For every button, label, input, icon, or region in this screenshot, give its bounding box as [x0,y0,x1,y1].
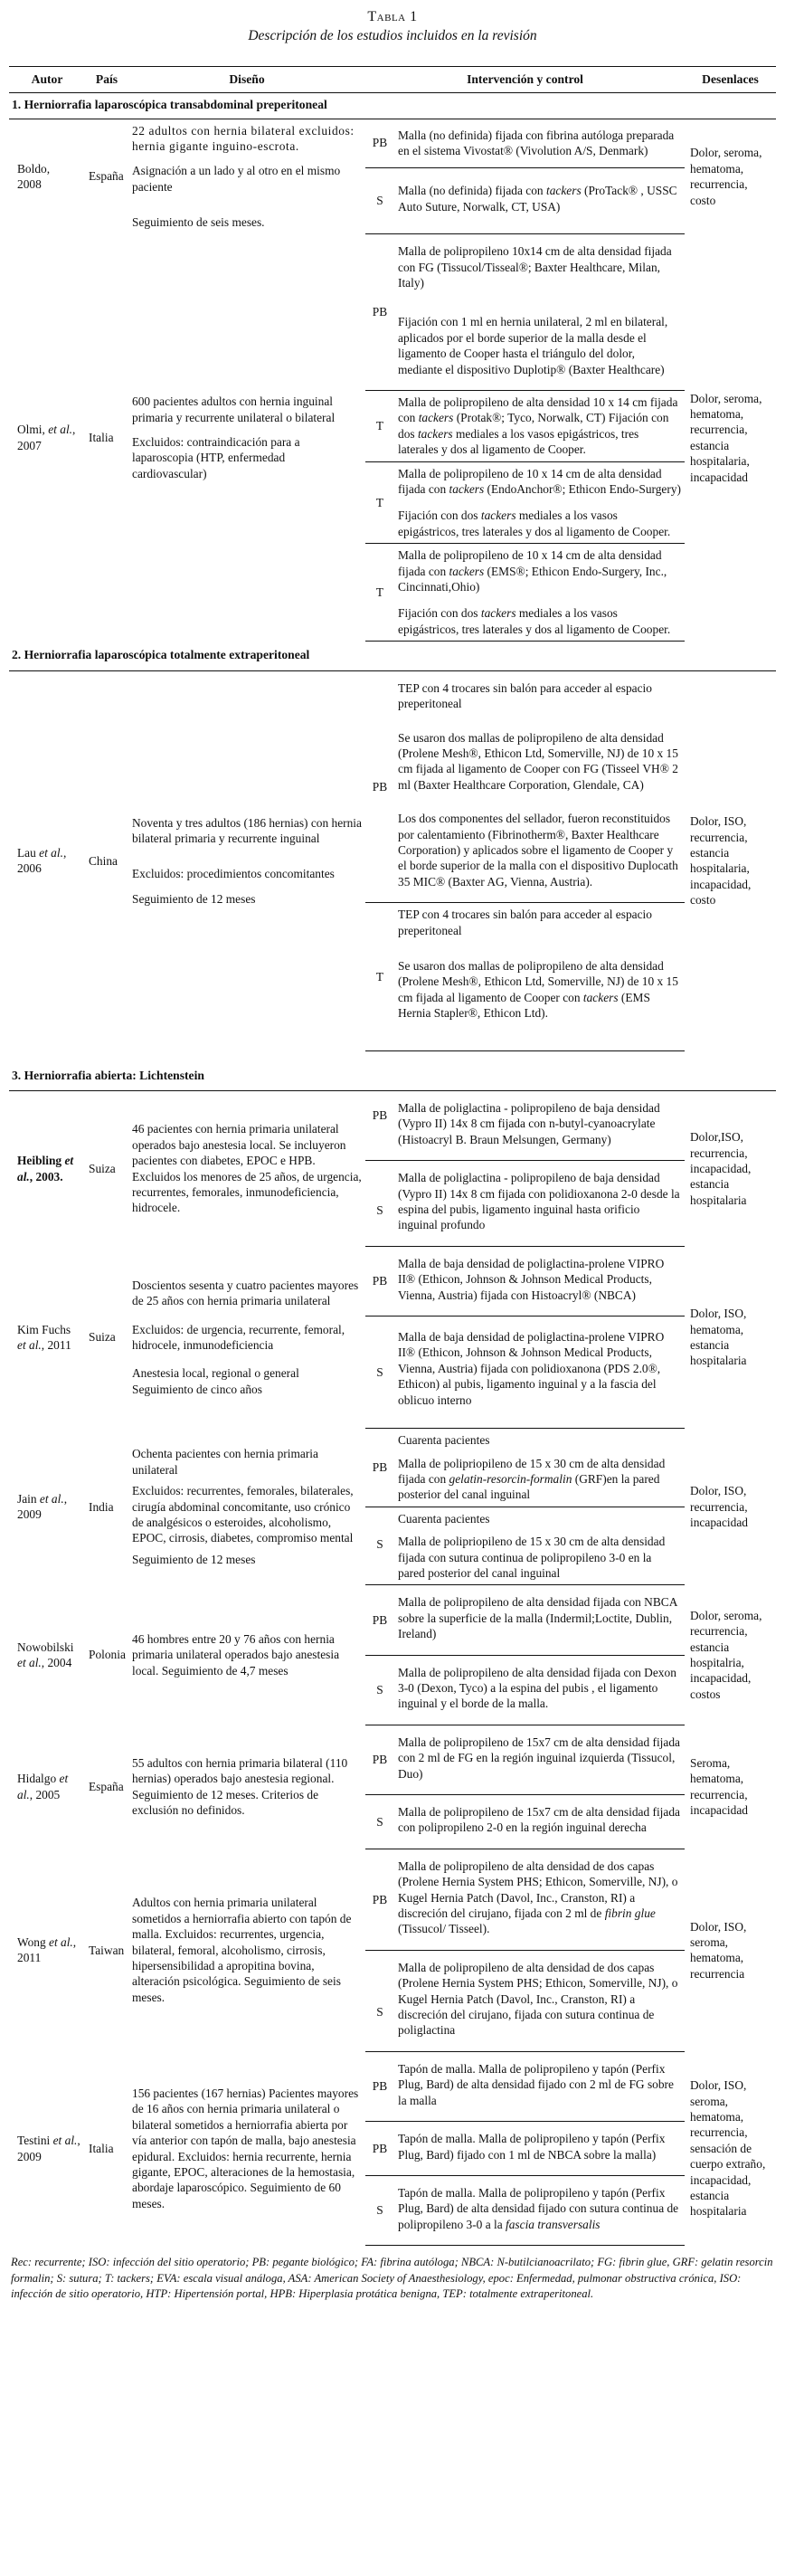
author-etal: et al. [17,1154,74,1183]
arm-type: PB [365,1849,394,1950]
author-year: , 2009 [17,1491,68,1522]
intervention-cell [394,1950,685,2051]
intervention-text: Fijación con dos tackers mediales a los vasos epigástricos, tres laterales y dos al ligamento de Cooper. [398,509,671,538]
author-name: Jain [17,1491,40,1506]
intervention-text: Malla de polipropileno de alta densidad fijada con NBCA sobre la superficie de la malla (Indermil;Loctite, Dublin, Ireland) [398,1595,677,1641]
design-text: Adultos con hernia primaria unilateral sometidos a herniorrafia abierto con tapón de malla. Excluidos: recurrentes, urgencia, bilateral, femoral, alcoholismo, cirrosis, hipersensibilidad a apropitina bovina, alteración psicológica. Seguimiento de seis meses. [132,1896,352,2004]
author-name: Testini [17,2134,53,2148]
author-name: Nowobilski [17,1640,74,1654]
design-text: 46 pacientes con hernia primaria unilateral operados bajo anestesia local. Se incluyeron pacientes con diabetes, EPOC e HPB. Excluidos los menores de 25 años, de urgencia, recurrentes, femorales, inmunodeficiencia, hidrocele. [132,1122,362,1215]
intervention-text: TEP con 4 trocares sin balón para acceder al espacio preperitoneal [398,680,652,711]
arm-type: S [365,167,394,234]
author-name: Kim Fuchs [17,1322,71,1336]
author-etal: et al. [52,2134,78,2148]
author-year: , 2006 [17,845,67,876]
outcomes-cell: Seroma, hematoma, recurrencia, incapacidad [690,1755,748,1818]
arm-type: PB [365,1585,394,1655]
intervention-text: Se usaron dos mallas de polipropileno de alta densidad (Prolene Mesh®, Ethicon Ltd, Somerville, NJ) de 10 x 15 cm fijada al ligamento de Cooper con tackers (EMS Hernia Stapler®, Ethicon Ltd). [398,958,678,1021]
intervention-text: Cuarenta pacientes [398,1433,490,1448]
design-text: Excluidos: de urgencia, recurrente, femoral, hidrocele, inmunodeficiencia [132,1322,345,1352]
intervention-text: Malla de polipropileno de 10 x 14 cm de alta densidad fijada con tackers (EndoAnchor®; Ethicon Endo-Surgery) [398,466,681,497]
author-cell [9,234,85,642]
section-row [9,642,776,670]
intervention-cell [394,903,685,1050]
design-text: Anestesia local, regional o general Seguimiento de cinco años [132,1366,299,1396]
author-cell [9,1091,85,1247]
author-cell [9,1246,85,1428]
design-cell [128,234,365,642]
intervention-cell [394,1317,685,1429]
table-header-row [9,66,776,92]
author-cell [9,670,85,1050]
section-title: 1. Herniorrafia laparoscópica transabdominal preperitoneal [9,93,776,119]
arm-type: PB [365,2122,394,2176]
country-cell: España [89,1780,124,1794]
design-cell [128,1246,365,1428]
section-title: 2. Herniorrafia laparoscópica totalmente extraperitoneal [9,642,776,670]
arm-type: PB [365,2051,394,2121]
author-name: Olmi, [17,423,49,437]
intervention-cell [394,1507,685,1585]
design-text: Asignación a un lado y al otro en el mismo paciente [132,164,341,194]
arm-type: T [365,391,394,462]
studies-table [9,66,776,2246]
arm-type: PB [365,1429,394,1507]
author-year: 2008 [17,177,42,192]
design-text: 156 pacientes (167 hernias) Pacientes mayores de 16 años con hernia primaria unilateral o bilateral sometidos a herniorrafia abierta por vía anterior con tapón de malla, bajo anestesia epidural. Excluidos: hernia recurrente, hernia gigante, EPOC, alteraciones de la hemostasia, abordaje laparoscópico. Seguimiento de 60 meses. [132,2086,359,2210]
outcomes-cell: Dolor, seroma, hematoma, recurrencia, estancia hospitalaria, incapacidad [690,391,762,484]
table-row [9,670,776,902]
intervention-cell [394,1091,685,1161]
country-cell: China [89,853,118,868]
intervention-text: Tapón de malla. Malla de polipropileno y tapón (Perfix Plug, Bard) fijado con 1 ml de NBCA sobre la malla) [398,2132,666,2162]
design-text: Noventa y tres adultos (186 hernias) con hernia bilateral primaria y recurrente inguinal [132,815,362,845]
intervention-cell [394,1585,685,1655]
intervention-text: Malla de polipropileno de alta densidad 10 x 14 cm fijada con tackers (Protak®; Tyco, Norwalk, CT) Fijación con dos tackers mediales a los vasos epigástricos, tres laterales y dos al ligamento de Cooper. [398,395,678,457]
arm-type: PB [365,1246,394,1316]
table-row [9,2051,776,2121]
intervention-text-italic: tackers [545,184,582,198]
design-text: Seguimiento de seis meses. [132,215,265,230]
table-row [9,234,776,391]
outcomes-cell: Dolor, ISO, seroma, hematoma, recurrencia [690,1919,747,1981]
intervention-cell [394,1246,685,1316]
intervention-text: Malla de polipropileno de alta densidad de dos capas (Prolene Hernia System PHS; Ethicon, Somerville, NJ), o Kugel Hernia Patch (Davol, Inc., Cranston, RI) a discreción del cirujano, fijada con sutura continua de poliglactina [398,1960,678,2038]
design-text: Doscientos sesenta y cuatro pacientes mayores de 25 años con hernia primaria unilateral [132,1278,359,1308]
outcomes-cell: Dolor, ISO, seroma, hematoma, recurrencia, sensación de cuerpo extraño, incapacidad, estancia hospitalaria [690,2078,766,2219]
design-text: 46 hombres entre 20 y 76 años con hernia primaria unilateral operados bajo anestesia local. Seguimiento de 4,7 meses [132,1631,340,1678]
author-cell [9,2051,85,2245]
arm-type: T [365,461,394,544]
arm-type: S [365,1507,394,1585]
author-name: Boldo, [17,161,51,176]
author-cell [9,119,85,234]
author-cell [9,1725,85,1849]
author-name: Wong [17,1934,49,1949]
author-etal: et al. [49,1934,73,1949]
intervention-text: Malla de baja densidad de poliglactina-prolene VIPRO II® (Ethicon, Johnson & Johnson Medical Products, Vienna, Austria) fijada con Histoacryl® (NBCA) [398,1256,665,1302]
author-name: Heibling [17,1154,65,1168]
intervention-cell [394,119,685,167]
outcomes-cell: Dolor, seroma, recurrencia, estancia hospitalria, incapacidad, costos [690,1608,762,1701]
intervention-text: Se usaron dos mallas de polipropileno de alta densidad (Prolene Mesh®, Ethicon Ltd, Somerville, NJ) de 10 x 15 cm fijada al ligamento de Cooper con FG (Tisseel VH® 2 ml (Baxter Healthcare Corporation, Glendale, CA) [398,730,678,792]
design-cell [128,1091,365,1247]
intervention-text: Tapón de malla. Malla de polipropileno y tapón (Perfix Plug, Bard) de alta densidad fijado con sutura continua de polipropileno 3-0 a la fascia transversalis [398,2185,679,2231]
header-autor: Autor [9,66,85,92]
intervention-text: Malla de polipropileno de 15x7 cm de alta densidad fijada con 2 ml de FG en la región inguinal izquierda (Tissucol, Duo) [398,1735,680,1781]
design-cell [128,1725,365,1849]
intervention-cell [394,1725,685,1794]
author-name: Lau [17,845,40,860]
author-name: Hidalgo [17,1772,60,1786]
header-diseno: Diseño [128,66,365,92]
table-subtitle: Descripción de los estudios incluidos en la revisión [248,28,537,44]
section-title: 3. Herniorrafia abierta: Lichtenstein [9,1050,776,1090]
author-etal: et al. [17,1656,42,1670]
intervention-cell [394,2122,685,2176]
design-text: 600 pacientes adultos con hernia inguinal primaria y recurrente unilateral o bilateral [132,394,336,424]
intervention-text: Cuarenta pacientes [398,1511,490,1526]
table-row [9,1429,776,1507]
intervention-text: Los dos componentes del sellador, fueron reconstituidos por calentamiento (Fibrinotherm®, Baxter Healthcare Corporation) y aplicados sobre el ligamento de Cooper y el borde superior de la malla con el dispositivo Duplocath 35 MIC® (Baxter AG, Vienna, Austria). [398,812,678,889]
design-text: Excluidos: recurrentes, femorales, bilaterales, cirugía abdominal concomitante, uso crónico de analgésicos o esteroides, alcoholismo, EPOC, cirrosis, diabetes, compromiso mental [132,1484,354,1545]
arm-type: S [365,1655,394,1725]
intervention-text: Malla de polipropileno de 15x7 cm de alta densidad fijada con polipropileno 2-0 en la región inguinal derecha [398,1805,680,1835]
country-cell: Suiza [89,1161,116,1175]
outcomes-cell: Dolor, ISO, recurrencia, estancia hospitalaria, incapacidad, costo [690,814,752,908]
intervention-text: Malla de polipropileno de 10 x 14 cm de alta densidad fijada con tackers (EMS®; Ethicon Endo-Surgery, Inc., Cincinnati,Ohio) [398,548,667,594]
intervention-text: Tapón de malla. Malla de polipropileno y tapón (Perfix Plug, Bard) de alta densidad fijado con 2 ml de FG sobre la malla [398,2061,674,2107]
design-text: Seguimiento de 12 meses [132,1552,256,1566]
intervention-cell [394,234,685,391]
outcomes-cell: Dolor, ISO, recurrencia, incapacidad [690,1484,748,1529]
author-cell [9,1585,85,1725]
author-year: , 2004 [41,1656,72,1670]
arm-type: T [365,903,394,1050]
arm-type: PB [365,1091,394,1161]
intervention-text: Fijación con dos tackers mediales a los vasos epigástricos, tres laterales y dos al ligamento de Cooper. [398,606,671,636]
country-cell: Italia [89,431,114,445]
section-row [9,1050,776,1090]
arm-type: T [365,544,394,642]
design-text: 22 adultos con hernia bilateral excluidos: hernia gigante inguino-escrota. [132,123,355,154]
intervention-cell [394,167,685,234]
country-cell: India [89,1499,114,1514]
intervention-cell [394,391,685,462]
country-cell: Polonia [89,1648,126,1662]
intervention-cell [394,2051,685,2121]
intervention-text: Malla (no definida) fijada con fibrina autóloga preparada en el sistema Vivostat® (Vivolution A/S, Denmark) [398,128,675,158]
intervention-text: Malla de polipropileno de alta densidad de dos capas (Prolene Hernia System PHS; Ethicon, Somerville, NJ), o Kugel Hernia Patch (Davol, Inc., Cranston, RI) a discreción del cirujano, fijada con 2 ml de fibrin glue (Tissucol/ Tisseel). [398,1858,678,1936]
country-cell: España [89,169,124,184]
table-row [9,1585,776,1655]
intervention-cell [394,2175,685,2245]
table-row [9,1849,776,1950]
arm-type: S [365,1161,394,1247]
intervention-text: Malla de poliglactina - polipropileno de baja densidad (Vypro II) 14x 8 cm fijada con n-butyl-cyanoacrylate (Histoacryl B. Braun Melsungen, Germany) [398,1101,660,1146]
author-etal: et al. [39,845,63,860]
author-etal: et al. [39,1491,64,1506]
author-year: , 2011 [41,1337,71,1352]
arm-type: S [365,2175,394,2245]
design-text: 55 adultos con hernia primaria bilateral (110 hernias) operados bajo anestesia regional. Seguimiento de 12 meses. Criterios de exclusión no definidos. [132,1755,348,1818]
table-row [9,1246,776,1316]
author-etal: et al. [17,1772,69,1801]
table-label: Tabla 1 [367,9,418,24]
arm-type: S [365,1795,394,1849]
table-row [9,1091,776,1161]
intervention-cell [394,1795,685,1849]
intervention-cell [394,1849,685,1950]
table-row [9,119,776,167]
arm-type: PB [365,670,394,902]
arm-type: PB [365,1725,394,1794]
table-footnote: Rec: recurrente; ISO: infección del sitio operatorio; PB: pegante biológico; FA: fibrina autóloga; NBCA: N-butilcianoacrilato; FG: fibrin glue, GRF: gelatin resorcin formalin; S: sutura; T: tackers; EVA: escala visual análoga, ASA: American Society of Anaesthesiology, epoc: Enfermedad, pulmonar obstructiva crónica, ISO: infección de sitio operatorio, HTP: Hipertensión portal, HPB: Hiperplasia protática benigna, TEP: totalmente extraperitoneal. [11,2256,773,2301]
intervention-text: Malla de polipriopileno de 15 x 30 cm de alta densidad fijada con sutura continua de polipropileno 3-0 en la pared posterior del canal inguinal [398,1535,666,1580]
intervention-text: Malla (no definida) fijada con [398,184,546,198]
intervention-cell [394,1655,685,1725]
arm-type: S [365,1950,394,2051]
author-cell [9,1429,85,1585]
intervention-text: Malla de poliglactina - polipropileno de baja densidad (Vypro II) 14x 8 cm fijada con polidioxanona 2-0 desde la espina del pubis, ligamento inguinal hasta orificio inguinal profundo [398,1171,680,1232]
intervention-text: Fijación con 1 ml en hernia unilateral, 2 ml en bilateral, aplicados por el borde superior de la malla desde el ligamento de Cooper hasta el triángulo del dolor, mediante el dispositivo Duplotip® (Baxter Healthcare) [398,315,668,376]
author-cell [9,1849,85,2051]
header-intervencion: Intervención y control [365,66,685,92]
table-row [9,1725,776,1794]
outcomes-cell: Dolor, ISO, hematoma, estancia hospitalaria [690,1307,747,1368]
design-text: Seguimiento de 12 meses [132,891,256,906]
design-cell [128,2051,365,2245]
design-text: Excluidos: procedimientos concomitantes [132,867,335,881]
author-year: , 2007 [17,423,76,452]
design-cell [128,1585,365,1725]
intervention-cell [394,544,685,642]
outcomes-cell: Dolor, seroma, hematoma, recurrencia, costo [690,146,762,207]
author-year: , 2011 [17,1934,77,1965]
arm-type: S [365,1317,394,1429]
intervention-text: (ProTack® , USSC Auto Suture, Norwalk, CT, USA) [398,184,677,214]
design-cell [128,670,365,1050]
section-row [9,93,776,119]
design-cell [128,119,365,234]
intervention-text: TEP con 4 trocares sin balón para acceder al espacio preperitoneal [398,908,652,937]
author-year: , 2003. [29,1169,63,1183]
header-pais: País [85,66,128,92]
country-cell: Italia [89,2141,114,2155]
design-text: Excluidos: contraindicación para a laparoscopia (HTP, enfermedad cardiovascular) [132,435,300,480]
author-etal: et al. [17,1337,42,1352]
intervention-cell [394,1429,685,1507]
intervention-cell [394,1161,685,1247]
author-etal: et al. [48,423,73,437]
country-cell: Taiwan [89,1943,125,1957]
design-text: Ochenta pacientes con hernia primaria unilateral [132,1447,318,1477]
intervention-text: Malla de baja densidad de poliglactina-prolene VIPRO II® (Ethicon, Johnson & Johnson Medical Products, Vienna, Austria) fijada con polidioxanona (PDS 2.0®, Ethicon) al pubis, ligamento inguinal y a la fascia del oblicuo interno [398,1330,665,1407]
design-cell [128,1429,365,1585]
arm-type: PB [365,234,394,391]
author-year: , 2005 [29,1787,61,1801]
intervention-text: Malla de polipropileno de alta densidad fijada con Dexon 3-0 (Dexon, Tyco) a la espina del pubis , el ligamento inguinal y el borde de la malla. [398,1665,676,1711]
author-year: , 2009 [17,2134,80,2163]
intervention-text: Malla de polipropileno 10x14 cm de alta densidad fijada con FG (Tissucol/Tisseal®; Baxter Healthcare, Milan, Italy) [398,244,672,290]
intervention-cell [394,670,685,902]
outcomes-cell: Dolor,ISO, recurrencia, incapacidad, estancia hospitalaria [690,1130,752,1207]
intervention-text: Malla de polipriopileno de 15 x 30 cm de alta densidad fijada con gelatin-resorcin-formalin (GRF)en la pared posterior del canal inguinal [398,1456,666,1502]
design-cell [128,1849,365,2051]
intervention-cell [394,461,685,544]
header-desenlaces: Desenlaces [685,66,776,92]
country-cell: Suiza [89,1330,116,1345]
arm-type: PB [365,119,394,167]
